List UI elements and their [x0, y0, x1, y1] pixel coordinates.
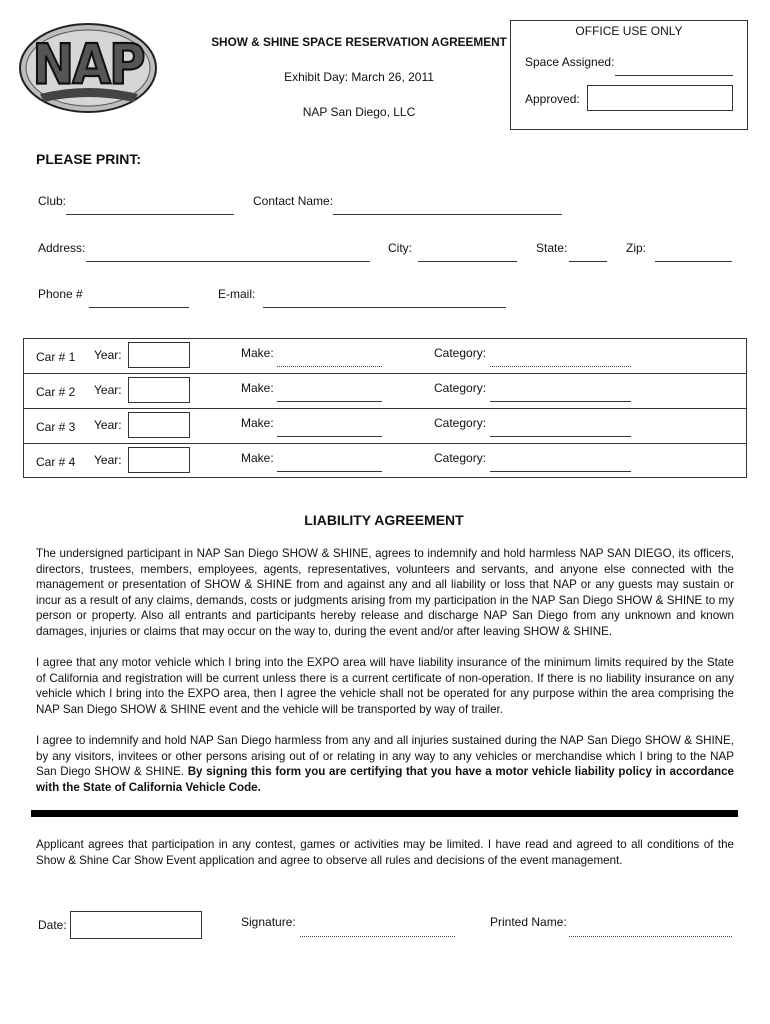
year-label: Year: [94, 383, 122, 397]
contact-name-label: Contact Name: [253, 194, 334, 208]
applicant-agreement: Applicant agrees that participation in any contest, games or activities may be limited. I have read and agreed to all conditions of the Show & Shine Car Show Event application and agree to observe all rules and decisions of the event management. [36, 838, 734, 867]
city-field[interactable] [418, 261, 517, 262]
please-print-heading: PLEASE PRINT: [36, 151, 142, 167]
car-row [24, 444, 746, 477]
make-field[interactable] [277, 401, 382, 402]
year-label: Year: [94, 453, 122, 467]
company-name: NAP San Diego, LLC [302, 105, 416, 119]
phone-field[interactable] [89, 307, 189, 308]
exhibit-day: Exhibit Day: March 26, 2011 [284, 70, 434, 84]
club-label: Club: [38, 194, 67, 208]
signature-label: Signature: [241, 915, 296, 929]
liability-paragraph-3 [36, 733, 734, 795]
car-row [24, 374, 746, 409]
office-use-title: OFFICE USE ONLY [575, 24, 683, 38]
section-divider [31, 810, 738, 817]
email-field[interactable] [263, 307, 506, 308]
liability-paragraph-3-text: I agree to indemnify and hold NAP San Diego harmless from any and all injuries sustained during the NAP San Diego SHOW & SHINE, by any visitors, invitees or other persons arising out of or relating in any way to any vehicles or merchandise which I bring to the NAP San Diego SHOW & SHINE. [36, 734, 734, 779]
category-field[interactable] [490, 366, 631, 367]
email-label: E-mail: [218, 287, 256, 301]
car-label: Car # 4 [36, 455, 76, 469]
make-field[interactable] [277, 436, 382, 437]
approved-label: Approved: [525, 92, 580, 106]
liability-certification-text: By signing this form you are certifying that you have a motor vehicle liability policy in accordance with the State of California Vehicle Code. [36, 765, 734, 794]
printed-name-field[interactable] [569, 936, 732, 937]
car-label: Car # 1 [36, 350, 76, 364]
car-row [24, 339, 746, 374]
zip-field[interactable] [655, 261, 732, 262]
address-field[interactable] [86, 261, 370, 262]
club-field[interactable] [66, 214, 234, 215]
form-title: SHOW & SHINE SPACE RESERVATION AGREEMENT [211, 35, 507, 49]
approved-field[interactable] [587, 85, 733, 111]
liability-heading: LIABILITY AGREEMENT [304, 512, 464, 528]
signature-field[interactable] [300, 936, 455, 937]
space-assigned-field[interactable] [615, 75, 733, 76]
state-field[interactable] [569, 261, 607, 262]
cars-table [23, 338, 747, 478]
contact-name-field[interactable] [333, 214, 562, 215]
category-field[interactable] [490, 401, 631, 402]
year-label: Year: [94, 418, 122, 432]
date-field[interactable] [70, 911, 202, 939]
car-row [24, 409, 746, 444]
category-field[interactable] [490, 436, 631, 437]
printed-name-label: Printed Name: [490, 915, 567, 929]
car-label: Car # 2 [36, 385, 76, 399]
year-field[interactable] [128, 377, 190, 403]
category-label: Category: [434, 381, 487, 395]
make-label: Make: [241, 416, 274, 430]
nap-logo-text: NAP [32, 33, 144, 97]
make-field[interactable] [277, 366, 382, 367]
category-label: Category: [434, 451, 487, 465]
address-label: Address: [38, 241, 86, 255]
year-field[interactable] [128, 412, 190, 438]
year-label: Year: [94, 348, 122, 362]
zip-label: Zip: [626, 241, 647, 255]
year-field[interactable] [128, 447, 190, 473]
category-field[interactable] [490, 471, 631, 472]
space-assigned-label: Space Assigned: [525, 55, 615, 69]
city-label: City: [388, 241, 412, 255]
make-label: Make: [241, 451, 274, 465]
make-label: Make: [241, 346, 274, 360]
category-label: Category: [434, 346, 487, 360]
state-label: State: [536, 241, 568, 255]
year-field[interactable] [128, 342, 190, 368]
phone-label: Phone # [38, 287, 83, 301]
car-label: Car # 3 [36, 420, 76, 434]
category-label: Category: [434, 416, 487, 430]
date-label: Date: [38, 918, 67, 932]
liability-paragraph-2: I agree that any motor vehicle which I bring into the EXPO area will have liability insurance of the minimum limits required by the State of California and registration will be current unless there is a current certificate of non-operation. If there is no liability insurance on any vehicle which I bring into the EXPO area, then I agree the vehicle shall not be operated for any purpose within the area comprising the NAP San Diego SHOW & SHINE event and the vehicle will be transported by way of trailer. [36, 656, 734, 716]
liability-paragraph-1: The undersigned participant in NAP San Diego SHOW & SHINE, agrees to indemnify and hold harmless NAP SAN DIEGO, its officers, directors, trustees, members, employees, agents, representatives, volunteers and servants, and anyone else connected with the management or presentation of SHOW & SHINE from and against any and all liability or loss that NAP or any guests may sustain or incur as a result of any claims, demands, costs or judgments arising from my participation in the NAP San Diego SHOW & SHINE to my person or property. Also all entrants and participants hereby release and discharge NAP San Diego from any unknown and known damages, injuries or claims that may occur on the way to, during the event and/or after leaving SHOW & SHINE. [36, 547, 734, 638]
office-use-box [510, 20, 748, 130]
make-label: Make: [241, 381, 274, 395]
make-field[interactable] [277, 471, 382, 472]
